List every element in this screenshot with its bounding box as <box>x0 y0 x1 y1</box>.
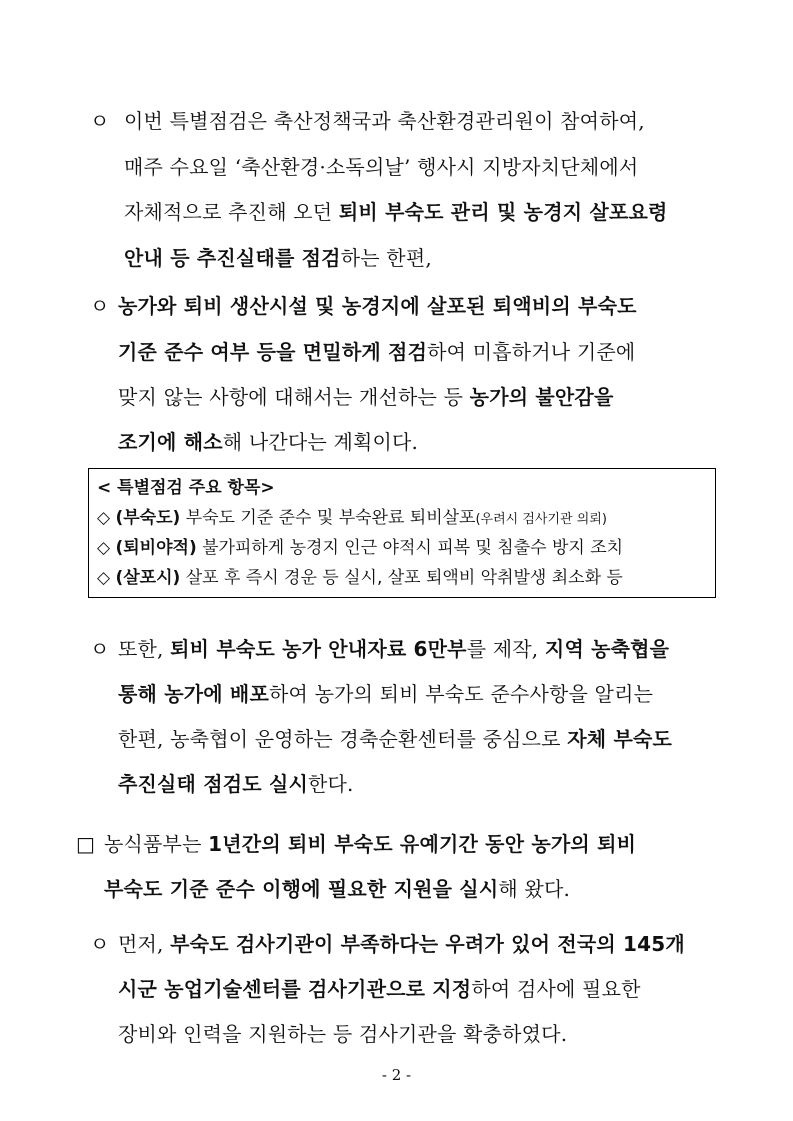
bullet-2: ㅇ <box>90 294 110 318</box>
item-label: (살포시) <box>115 568 181 588</box>
bold-text: 안내 등 추진실태를 점검 <box>124 246 341 270</box>
text: 하여 미흡하거나 기준에 <box>427 340 636 364</box>
item-note: (우려시 검사기관 의뢰) <box>475 512 607 527</box>
bold-text: 지역 농축협을 <box>544 637 670 661</box>
text: 한편, 농축협이 운영하는 경축순환센터를 중심으로 <box>118 727 568 751</box>
bold-text: 농가의 불안감을 <box>469 385 614 409</box>
page-number: - 2 - <box>381 1066 412 1084</box>
para-1-line-3 <box>124 199 668 225</box>
inspection-items-box <box>88 468 716 598</box>
text: 먼저, <box>118 932 171 956</box>
text: 농식품부는 <box>104 832 209 856</box>
item-text: 불가피하게 농경지 인근 야적시 피복 및 침출수 방지 조치 <box>196 538 624 558</box>
bold-text: 시군 농업기술센터를 검사기관으로 지정 <box>118 977 472 1001</box>
bold-text: 퇴비 부숙도 관리 및 농경지 살포요령 <box>338 200 668 224</box>
para-1-line-1: 이번 특별점검은 축산정책국과 축산환경관리원이 참여하여, <box>124 109 645 133</box>
box-item-1 <box>97 507 607 531</box>
para-5-line-3: 장비와 인력을 지원하는 등 검사기관을 확충하였다. <box>118 1022 568 1046</box>
bold-text: 추진실태 점검도 실시 <box>118 772 309 796</box>
item-text: 살포 후 즉시 경운 등 실시, 살포 퇴액비 악취발생 최소화 등 <box>180 568 623 588</box>
para-4-line-1 <box>104 831 636 857</box>
para-3-line-3 <box>118 726 672 752</box>
diamond-icon: ◇ <box>97 508 111 528</box>
bold-text: 부숙도 기준 준수 이행에 필요한 지원을 실시 <box>104 877 499 901</box>
para-2-line-1: 농가와 퇴비 생산시설 및 농경지에 살포된 퇴액비의 부숙도 <box>118 294 637 318</box>
para-2-line-2 <box>118 339 635 365</box>
text: 를 제작, <box>466 637 545 661</box>
para-4-line-2 <box>104 876 570 902</box>
bold-text: 퇴비 부숙도 농가 안내자료 6만부 <box>170 637 467 661</box>
text: 하여 농가의 퇴비 부숙도 준수사항을 알리는 <box>268 682 654 706</box>
text: 하여 검사에 필요한 <box>471 977 641 1001</box>
bold-text: 통해 농가에 배포 <box>118 682 269 706</box>
bullet-3: ㅇ <box>90 637 110 661</box>
bullet-5: ㅇ <box>90 932 110 956</box>
bold-text: 자체 부숙도 <box>567 727 673 751</box>
bullet-4: □ <box>76 832 95 856</box>
para-2-line-4 <box>118 429 418 455</box>
bold-text: 부숙도 검사기관이 부족하다는 우려가 있어 전국의 145개 <box>170 932 685 956</box>
para-2-line-3 <box>118 384 613 410</box>
text: 한다. <box>308 772 354 796</box>
bold-text: 1년간의 퇴비 부숙도 유예기간 동안 농가의 퇴비 <box>208 832 637 856</box>
para-1-line-4 <box>124 245 432 271</box>
para-3-line-2 <box>118 681 653 707</box>
bold-text: 기준 준수 여부 등을 면밀하게 점검 <box>118 340 428 364</box>
para-3-line-4 <box>118 771 354 797</box>
item-text: 부숙도 기준 준수 및 부숙완료 퇴비살포 <box>180 508 476 528</box>
text: 해 왔다. <box>498 877 571 901</box>
box-title: < 특별점검 주요 항목> <box>97 478 275 498</box>
box-item-3 <box>97 567 623 589</box>
text: 해 나간다는 계획이다. <box>222 430 419 454</box>
item-label: (퇴비야적) <box>115 538 197 558</box>
diamond-icon: ◇ <box>97 538 111 558</box>
bold-text: 조기에 해소 <box>118 430 223 454</box>
text: 맞지 않는 사항에 대해서는 개선하는 등 <box>118 385 470 409</box>
para-5-line-1 <box>118 931 685 957</box>
text: 또한, <box>118 637 171 661</box>
para-3-line-1 <box>118 636 669 662</box>
para-1-line-2: 매주 수요일 ‘축산환경·소독의날’ 행사시 지방자치단체에서 <box>124 155 639 179</box>
text: 하는 한편, <box>340 246 432 270</box>
box-item-2 <box>97 537 623 559</box>
diamond-icon: ◇ <box>97 568 111 588</box>
item-label: (부숙도) <box>115 508 181 528</box>
text: 자체적으로 추진해 오던 <box>124 200 339 224</box>
para-5-line-2 <box>118 976 641 1002</box>
bullet-1: ㅇ <box>90 109 110 133</box>
